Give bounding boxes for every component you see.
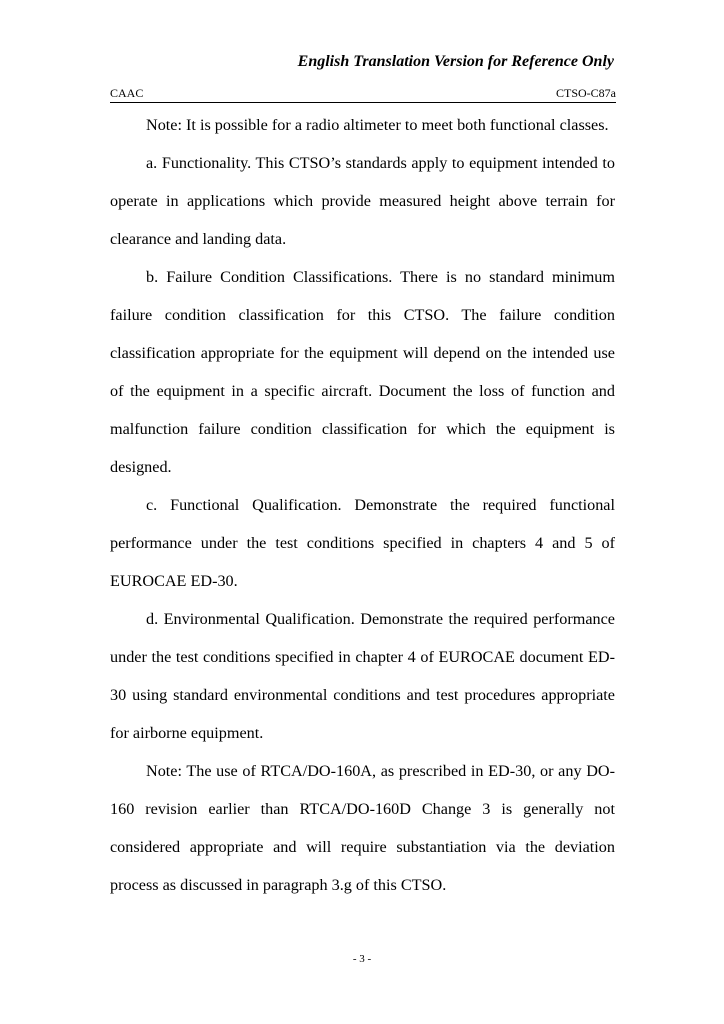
paragraph-d-environmental-qualification: d. Environmental Qualification. Demonstrate the required performance under the test conditions specified in chapter 4 of EUROCAE document ED-30 using standard environmental conditions and test procedures appropriate for airborne equipment.: [110, 610, 615, 742]
paragraph-c-functional-qualification: c. Functional Qualification. Demonstrate the required functional performance under the test conditions specified in chapters 4 and 5 of EUROCAE ED-30.: [110, 496, 615, 590]
paragraph-a-functionality: a. Functionality. This CTSO’s standards apply to equipment intended to operate in applications which provide measured height above terrain for clearance and landing data.: [110, 154, 615, 248]
body-text: [110, 106, 615, 904]
translation-banner: English Translation Version for Reference Only: [297, 53, 614, 70]
header-document-id: CTSO-C87a: [556, 86, 616, 100]
paragraph-note-functional-classes: Note: It is possible for a radio altimeter to meet both functional classes.: [146, 116, 609, 134]
page-number: - 3 -: [352, 953, 372, 965]
header-organization: CAAC: [110, 86, 144, 100]
page-header: [110, 86, 616, 103]
paragraph-note-do-160: Note: The use of RTCA/DO-160A, as prescribed in ED-30, or any DO-160 revision earlier than RTCA/DO-160D Change 3 is generally not considered appropriate and will require substantiation via the deviation process as discussed in paragraph 3.g of this CTSO.: [110, 762, 615, 894]
paragraph-b-failure-condition: b. Failure Condition Classifications. There is no standard minimum failure condition classification for this CTSO. The failure condition classification appropriate for the equipment will depend on the intended use of the equipment in a specific aircraft. Document the loss of function and malfunction failure condition classification for which the equipment is designed.: [110, 268, 615, 476]
